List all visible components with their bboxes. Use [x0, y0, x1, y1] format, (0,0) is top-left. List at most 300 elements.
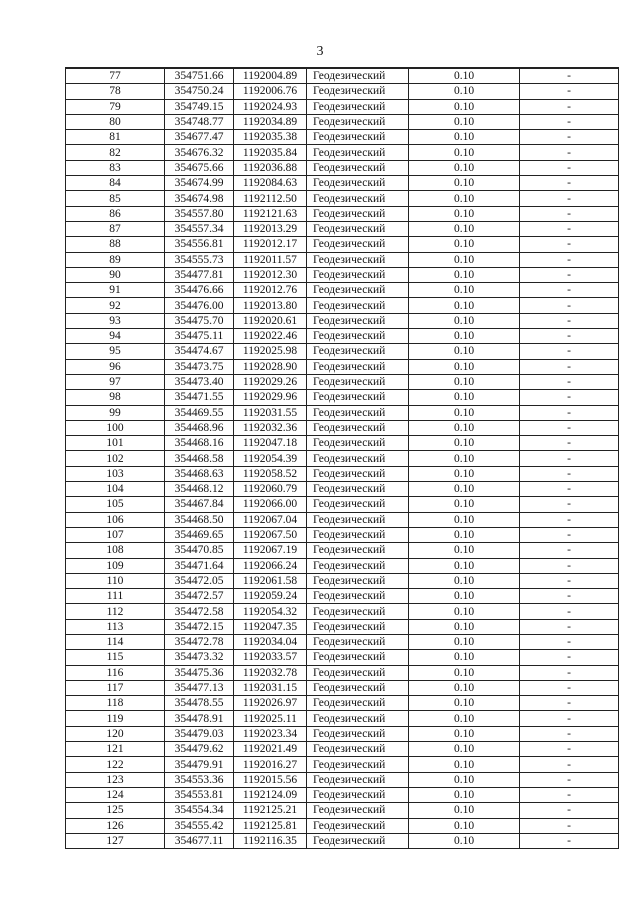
point-number-cell: 127 — [66, 833, 165, 848]
x-coordinate-cell: 354472.15 — [165, 619, 234, 634]
y-coordinate-cell: 1192029.96 — [234, 390, 307, 405]
y-coordinate-cell: 1192032.36 — [234, 420, 307, 435]
y-coordinate-cell: 1192029.26 — [234, 374, 307, 389]
y-coordinate-cell: 1192023.34 — [234, 726, 307, 741]
x-coordinate-cell: 354557.34 — [165, 221, 234, 236]
description-cell: - — [520, 619, 619, 634]
method-cell: Геодезический — [307, 130, 409, 145]
accuracy-cell: 0.10 — [409, 726, 520, 741]
table-row — [66, 543, 619, 558]
point-number-cell: 113 — [66, 619, 165, 634]
accuracy-cell: 0.10 — [409, 451, 520, 466]
accuracy-cell: 0.10 — [409, 252, 520, 267]
accuracy-cell: 0.10 — [409, 482, 520, 497]
accuracy-cell: 0.10 — [409, 267, 520, 282]
x-coordinate-cell: 354478.91 — [165, 711, 234, 726]
accuracy-cell: 0.10 — [409, 650, 520, 665]
method-cell: Геодезический — [307, 237, 409, 252]
method-cell: Геодезический — [307, 313, 409, 328]
description-cell: - — [520, 160, 619, 175]
point-number-cell: 95 — [66, 344, 165, 359]
x-coordinate-cell: 354470.85 — [165, 543, 234, 558]
x-coordinate-cell: 354555.73 — [165, 252, 234, 267]
y-coordinate-cell: 1192013.80 — [234, 298, 307, 313]
point-number-cell: 118 — [66, 696, 165, 711]
point-number-cell: 86 — [66, 206, 165, 221]
point-number-cell: 104 — [66, 482, 165, 497]
table-row — [66, 650, 619, 665]
y-coordinate-cell: 1192054.39 — [234, 451, 307, 466]
table-row — [66, 130, 619, 145]
point-number-cell: 78 — [66, 84, 165, 99]
y-coordinate-cell: 1192125.81 — [234, 818, 307, 833]
method-cell: Геодезический — [307, 206, 409, 221]
method-cell: Геодезический — [307, 757, 409, 772]
accuracy-cell: 0.10 — [409, 573, 520, 588]
description-cell: - — [520, 665, 619, 680]
method-cell: Геодезический — [307, 497, 409, 512]
y-coordinate-cell: 1192015.56 — [234, 772, 307, 787]
accuracy-cell: 0.10 — [409, 329, 520, 344]
description-cell: - — [520, 696, 619, 711]
method-cell: Геодезический — [307, 604, 409, 619]
table-row — [66, 466, 619, 481]
method-cell: Геодезический — [307, 512, 409, 527]
accuracy-cell: 0.10 — [409, 497, 520, 512]
point-number-cell: 108 — [66, 543, 165, 558]
y-coordinate-cell: 1192016.27 — [234, 757, 307, 772]
description-cell: - — [520, 84, 619, 99]
table-row — [66, 512, 619, 527]
table-row — [66, 772, 619, 787]
method-cell: Геодезический — [307, 711, 409, 726]
table-row — [66, 114, 619, 129]
y-coordinate-cell: 1192022.46 — [234, 329, 307, 344]
x-coordinate-cell: 354555.42 — [165, 818, 234, 833]
point-number-cell: 112 — [66, 604, 165, 619]
table-row — [66, 68, 619, 84]
method-cell: Геодезический — [307, 589, 409, 604]
method-cell: Геодезический — [307, 787, 409, 802]
point-number-cell: 107 — [66, 527, 165, 542]
accuracy-cell: 0.10 — [409, 696, 520, 711]
point-number-cell: 90 — [66, 267, 165, 282]
y-coordinate-cell: 1192084.63 — [234, 176, 307, 191]
table-row — [66, 742, 619, 757]
method-cell: Геодезический — [307, 191, 409, 206]
accuracy-cell: 0.10 — [409, 787, 520, 802]
accuracy-cell: 0.10 — [409, 527, 520, 542]
x-coordinate-cell: 354479.91 — [165, 757, 234, 772]
description-cell: - — [520, 711, 619, 726]
x-coordinate-cell: 354472.57 — [165, 589, 234, 604]
method-cell: Геодезический — [307, 451, 409, 466]
y-coordinate-cell: 1192054.32 — [234, 604, 307, 619]
method-cell: Геодезический — [307, 772, 409, 787]
table-row — [66, 298, 619, 313]
table-row — [66, 803, 619, 818]
description-cell: - — [520, 573, 619, 588]
table-row — [66, 604, 619, 619]
accuracy-cell: 0.10 — [409, 160, 520, 175]
y-coordinate-cell: 1192025.98 — [234, 344, 307, 359]
method-cell: Геодезический — [307, 99, 409, 114]
description-cell: - — [520, 313, 619, 328]
method-cell: Геодезический — [307, 252, 409, 267]
point-number-cell: 120 — [66, 726, 165, 741]
point-number-cell: 122 — [66, 757, 165, 772]
description-cell: - — [520, 359, 619, 374]
y-coordinate-cell: 1192125.21 — [234, 803, 307, 818]
method-cell: Геодезический — [307, 634, 409, 649]
table-row — [66, 634, 619, 649]
accuracy-cell: 0.10 — [409, 436, 520, 451]
x-coordinate-cell: 354471.55 — [165, 390, 234, 405]
x-coordinate-cell: 354674.99 — [165, 176, 234, 191]
accuracy-cell: 0.10 — [409, 619, 520, 634]
accuracy-cell: 0.10 — [409, 221, 520, 236]
description-cell: - — [520, 68, 619, 84]
accuracy-cell: 0.10 — [409, 359, 520, 374]
method-cell: Геодезический — [307, 818, 409, 833]
table-row — [66, 420, 619, 435]
point-number-cell: 125 — [66, 803, 165, 818]
y-coordinate-cell: 1192035.84 — [234, 145, 307, 160]
y-coordinate-cell: 1192006.76 — [234, 84, 307, 99]
y-coordinate-cell: 1192012.76 — [234, 283, 307, 298]
point-number-cell: 81 — [66, 130, 165, 145]
accuracy-cell: 0.10 — [409, 298, 520, 313]
table-row — [66, 390, 619, 405]
x-coordinate-cell: 354748.77 — [165, 114, 234, 129]
description-cell: - — [520, 206, 619, 221]
x-coordinate-cell: 354473.75 — [165, 359, 234, 374]
accuracy-cell: 0.10 — [409, 742, 520, 757]
method-cell: Геодезический — [307, 833, 409, 848]
point-number-cell: 99 — [66, 405, 165, 420]
description-cell: - — [520, 726, 619, 741]
y-coordinate-cell: 1192116.35 — [234, 833, 307, 848]
y-coordinate-cell: 1192034.89 — [234, 114, 307, 129]
accuracy-cell: 0.10 — [409, 818, 520, 833]
y-coordinate-cell: 1192112.50 — [234, 191, 307, 206]
table-row — [66, 344, 619, 359]
x-coordinate-cell: 354474.67 — [165, 344, 234, 359]
y-coordinate-cell: 1192067.19 — [234, 543, 307, 558]
accuracy-cell: 0.10 — [409, 543, 520, 558]
coordinates-table — [65, 67, 619, 849]
x-coordinate-cell: 354475.70 — [165, 313, 234, 328]
x-coordinate-cell: 354675.66 — [165, 160, 234, 175]
description-cell: - — [520, 390, 619, 405]
point-number-cell: 101 — [66, 436, 165, 451]
table-row — [66, 99, 619, 114]
point-number-cell: 110 — [66, 573, 165, 588]
description-cell: - — [520, 267, 619, 282]
x-coordinate-cell: 354472.05 — [165, 573, 234, 588]
accuracy-cell: 0.10 — [409, 237, 520, 252]
accuracy-cell: 0.10 — [409, 757, 520, 772]
accuracy-cell: 0.10 — [409, 405, 520, 420]
table-row — [66, 451, 619, 466]
method-cell: Геодезический — [307, 68, 409, 84]
y-coordinate-cell: 1192059.24 — [234, 589, 307, 604]
description-cell: - — [520, 482, 619, 497]
x-coordinate-cell: 354473.40 — [165, 374, 234, 389]
x-coordinate-cell: 354479.62 — [165, 742, 234, 757]
description-cell: - — [520, 757, 619, 772]
y-coordinate-cell: 1192036.88 — [234, 160, 307, 175]
point-number-cell: 100 — [66, 420, 165, 435]
accuracy-cell: 0.10 — [409, 634, 520, 649]
description-cell: - — [520, 283, 619, 298]
y-coordinate-cell: 1192121.63 — [234, 206, 307, 221]
x-coordinate-cell: 354468.12 — [165, 482, 234, 497]
accuracy-cell: 0.10 — [409, 145, 520, 160]
point-number-cell: 77 — [66, 68, 165, 84]
description-cell: - — [520, 176, 619, 191]
table-row — [66, 696, 619, 711]
point-number-cell: 116 — [66, 665, 165, 680]
description-cell: - — [520, 374, 619, 389]
method-cell: Геодезический — [307, 482, 409, 497]
point-number-cell: 79 — [66, 99, 165, 114]
x-coordinate-cell: 354554.34 — [165, 803, 234, 818]
y-coordinate-cell: 1192058.52 — [234, 466, 307, 481]
method-cell: Геодезический — [307, 145, 409, 160]
y-coordinate-cell: 1192031.15 — [234, 680, 307, 695]
description-cell: - — [520, 803, 619, 818]
table-row — [66, 726, 619, 741]
y-coordinate-cell: 1192061.58 — [234, 573, 307, 588]
x-coordinate-cell: 354674.98 — [165, 191, 234, 206]
x-coordinate-cell: 354677.11 — [165, 833, 234, 848]
y-coordinate-cell: 1192012.30 — [234, 267, 307, 282]
x-coordinate-cell: 354476.66 — [165, 283, 234, 298]
x-coordinate-cell: 354476.00 — [165, 298, 234, 313]
method-cell: Геодезический — [307, 803, 409, 818]
x-coordinate-cell: 354477.81 — [165, 267, 234, 282]
description-cell: - — [520, 99, 619, 114]
description-cell: - — [520, 329, 619, 344]
description-cell: - — [520, 114, 619, 129]
y-coordinate-cell: 1192011.57 — [234, 252, 307, 267]
y-coordinate-cell: 1192021.49 — [234, 742, 307, 757]
method-cell: Геодезический — [307, 619, 409, 634]
description-cell: - — [520, 237, 619, 252]
description-cell: - — [520, 742, 619, 757]
description-cell: - — [520, 466, 619, 481]
table-row — [66, 527, 619, 542]
table-row — [66, 619, 619, 634]
y-coordinate-cell: 1192012.17 — [234, 237, 307, 252]
method-cell: Геодезический — [307, 390, 409, 405]
method-cell: Геодезический — [307, 176, 409, 191]
accuracy-cell: 0.10 — [409, 833, 520, 848]
point-number-cell: 126 — [66, 818, 165, 833]
method-cell: Геодезический — [307, 543, 409, 558]
point-number-cell: 82 — [66, 145, 165, 160]
point-number-cell: 88 — [66, 237, 165, 252]
description-cell: - — [520, 420, 619, 435]
method-cell: Геодезический — [307, 329, 409, 344]
method-cell: Геодезический — [307, 436, 409, 451]
method-cell: Геодезический — [307, 221, 409, 236]
table-row — [66, 160, 619, 175]
point-number-cell: 102 — [66, 451, 165, 466]
y-coordinate-cell: 1192060.79 — [234, 482, 307, 497]
x-coordinate-cell: 354473.32 — [165, 650, 234, 665]
point-number-cell: 84 — [66, 176, 165, 191]
accuracy-cell: 0.10 — [409, 84, 520, 99]
table-row — [66, 237, 619, 252]
point-number-cell: 92 — [66, 298, 165, 313]
accuracy-cell: 0.10 — [409, 711, 520, 726]
method-cell: Геодезический — [307, 665, 409, 680]
description-cell: - — [520, 527, 619, 542]
y-coordinate-cell: 1192034.04 — [234, 634, 307, 649]
y-coordinate-cell: 1192033.57 — [234, 650, 307, 665]
accuracy-cell: 0.10 — [409, 558, 520, 573]
point-number-cell: 91 — [66, 283, 165, 298]
point-number-cell: 80 — [66, 114, 165, 129]
y-coordinate-cell: 1192047.18 — [234, 436, 307, 451]
x-coordinate-cell: 354677.47 — [165, 130, 234, 145]
x-coordinate-cell: 354468.96 — [165, 420, 234, 435]
point-number-cell: 114 — [66, 634, 165, 649]
method-cell: Геодезический — [307, 650, 409, 665]
accuracy-cell: 0.10 — [409, 420, 520, 435]
accuracy-cell: 0.10 — [409, 114, 520, 129]
x-coordinate-cell: 354751.66 — [165, 68, 234, 84]
accuracy-cell: 0.10 — [409, 344, 520, 359]
description-cell: - — [520, 298, 619, 313]
description-cell: - — [520, 221, 619, 236]
table-row — [66, 757, 619, 772]
x-coordinate-cell: 354472.78 — [165, 634, 234, 649]
accuracy-cell: 0.10 — [409, 374, 520, 389]
table-row — [66, 145, 619, 160]
method-cell: Геодезический — [307, 84, 409, 99]
x-coordinate-cell: 354475.11 — [165, 329, 234, 344]
table-row — [66, 818, 619, 833]
method-cell: Геодезический — [307, 359, 409, 374]
description-cell: - — [520, 604, 619, 619]
accuracy-cell: 0.10 — [409, 665, 520, 680]
point-number-cell: 93 — [66, 313, 165, 328]
description-cell: - — [520, 512, 619, 527]
description-cell: - — [520, 558, 619, 573]
y-coordinate-cell: 1192124.09 — [234, 787, 307, 802]
page-number: 3 — [316, 44, 324, 59]
point-number-cell: 121 — [66, 742, 165, 757]
x-coordinate-cell: 354553.36 — [165, 772, 234, 787]
description-cell: - — [520, 145, 619, 160]
x-coordinate-cell: 354479.03 — [165, 726, 234, 741]
point-number-cell: 111 — [66, 589, 165, 604]
point-number-cell: 89 — [66, 252, 165, 267]
y-coordinate-cell: 1192025.11 — [234, 711, 307, 726]
accuracy-cell: 0.10 — [409, 283, 520, 298]
description-cell: - — [520, 497, 619, 512]
accuracy-cell: 0.10 — [409, 176, 520, 191]
point-number-cell: 123 — [66, 772, 165, 787]
y-coordinate-cell: 1192066.24 — [234, 558, 307, 573]
x-coordinate-cell: 354471.64 — [165, 558, 234, 573]
x-coordinate-cell: 354468.63 — [165, 466, 234, 481]
table-row — [66, 497, 619, 512]
method-cell: Геодезический — [307, 298, 409, 313]
description-cell: - — [520, 787, 619, 802]
description-cell: - — [520, 191, 619, 206]
x-coordinate-cell: 354468.58 — [165, 451, 234, 466]
y-coordinate-cell: 1192032.78 — [234, 665, 307, 680]
description-cell: - — [520, 130, 619, 145]
description-cell: - — [520, 772, 619, 787]
point-number-cell: 96 — [66, 359, 165, 374]
x-coordinate-cell: 354556.81 — [165, 237, 234, 252]
accuracy-cell: 0.10 — [409, 390, 520, 405]
x-coordinate-cell: 354469.65 — [165, 527, 234, 542]
y-coordinate-cell: 1192067.04 — [234, 512, 307, 527]
y-coordinate-cell: 1192026.97 — [234, 696, 307, 711]
accuracy-cell: 0.10 — [409, 130, 520, 145]
y-coordinate-cell: 1192066.00 — [234, 497, 307, 512]
table-row — [66, 283, 619, 298]
point-number-cell: 109 — [66, 558, 165, 573]
table-row — [66, 405, 619, 420]
y-coordinate-cell: 1192013.29 — [234, 221, 307, 236]
description-cell: - — [520, 436, 619, 451]
x-coordinate-cell: 354475.36 — [165, 665, 234, 680]
table-row — [66, 711, 619, 726]
description-cell: - — [520, 451, 619, 466]
table-row — [66, 329, 619, 344]
table-row — [66, 833, 619, 848]
table-row — [66, 206, 619, 221]
description-cell: - — [520, 252, 619, 267]
y-coordinate-cell: 1192067.50 — [234, 527, 307, 542]
x-coordinate-cell: 354468.16 — [165, 436, 234, 451]
y-coordinate-cell: 1192031.55 — [234, 405, 307, 420]
table-row — [66, 374, 619, 389]
method-cell: Геодезический — [307, 267, 409, 282]
table-row — [66, 482, 619, 497]
point-number-cell: 97 — [66, 374, 165, 389]
y-coordinate-cell: 1192020.61 — [234, 313, 307, 328]
method-cell: Геодезический — [307, 696, 409, 711]
accuracy-cell: 0.10 — [409, 512, 520, 527]
accuracy-cell: 0.10 — [409, 772, 520, 787]
table-row — [66, 313, 619, 328]
x-coordinate-cell: 354477.13 — [165, 680, 234, 695]
x-coordinate-cell: 354467.84 — [165, 497, 234, 512]
x-coordinate-cell: 354676.32 — [165, 145, 234, 160]
description-cell: - — [520, 405, 619, 420]
method-cell: Геодезический — [307, 742, 409, 757]
point-number-cell: 103 — [66, 466, 165, 481]
table-row — [66, 191, 619, 206]
method-cell: Геодезический — [307, 283, 409, 298]
method-cell: Геодезический — [307, 160, 409, 175]
accuracy-cell: 0.10 — [409, 68, 520, 84]
method-cell: Геодезический — [307, 680, 409, 695]
y-coordinate-cell: 1192024.93 — [234, 99, 307, 114]
accuracy-cell: 0.10 — [409, 191, 520, 206]
point-number-cell: 119 — [66, 711, 165, 726]
x-coordinate-cell: 354469.55 — [165, 405, 234, 420]
method-cell: Геодезический — [307, 114, 409, 129]
